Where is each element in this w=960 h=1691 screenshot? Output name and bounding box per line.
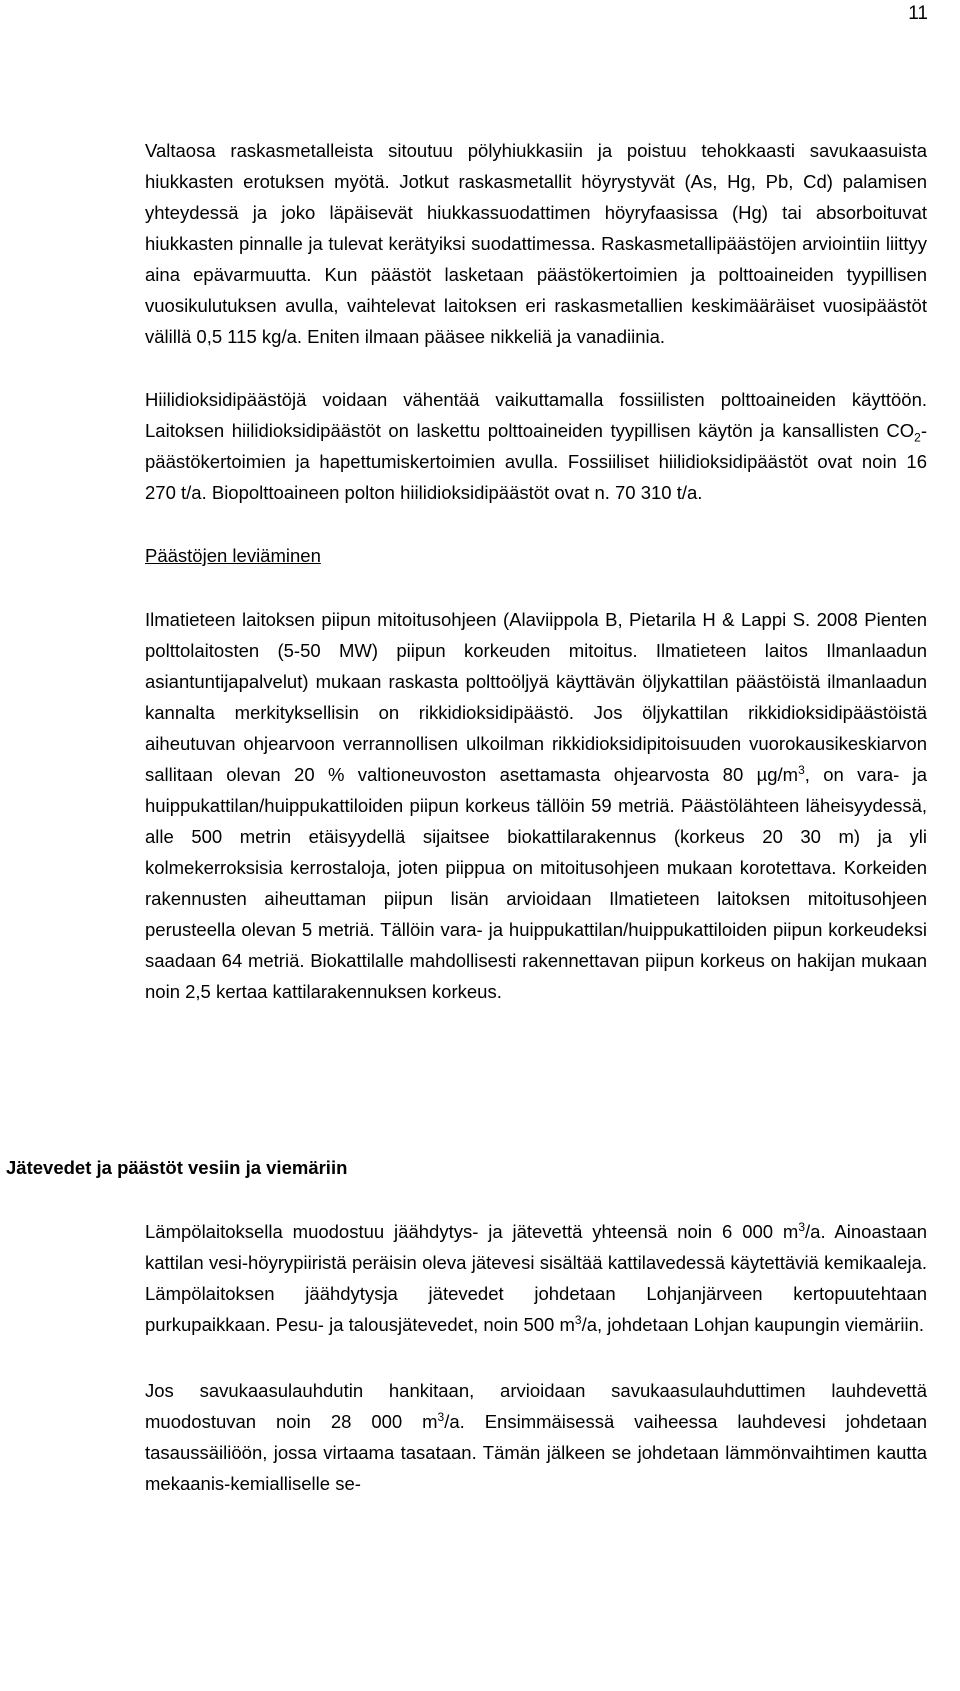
page-number: 11: [908, 3, 928, 24]
wastewater-content: [145, 1216, 927, 1499]
paragraph-heavy-metals: Valtaosa raskasmetalleista sitoutuu pölyhiukkasiin ja poistuu tehokkaasti savukaasuista hiukkasten erotuksen myötä. Jotkut raskasmetallit höyrystyvät (As, Hg, Pb, Cd) palamisen yhteydessä ja joko läpäisevät hiukkassuodattimen höyryfaasissa (Hg) tai absorboituvat hiukkasten pinnalle ja tulevat kerätyiksi suodattimessa. Raskasmetallipäästöjen arviointiin liittyy aina epävarmuutta. Kun päästöt lasketaan päästökertoimien ja polttoaineiden tyypillisen vuosikulutuksen avulla, vaihtelevat laitoksen eri raskasmetallien keskimääräiset vuosipäästöt välillä 0,5 115 kg/a. Eniten ilmaan pääsee nikkeliä ja vanadiinia.: [145, 140, 927, 347]
subheading-dispersion: Päästöjen leviäminen: [145, 545, 321, 566]
paragraph-condensate: Jos savukaasulauhdutin hankitaan, arvioidaan savukaasulauhduttimen lauhdevettä muodostuvan noin 28 000 $m^3/a$. Ensimmäisessä vaiheessa lauhdevesi johdetaan tasaussäiliöön, jossa virtaama tasataan. Tämän jälkeen se johdetaan lämmönvaihtimen kautta mekaanis-kemialliselle se-: [145, 1380, 927, 1494]
paragraph-carbon-dioxide: Hiilidioksidipäästöjä voidaan vähentää vaikuttamalla fossiilisten polttoaineiden käyttöön. Laitoksen hiilidioksidipäästöt on laskettu polttoaineiden tyypillisen käytön ja kansallisten $CO_2$-päästökertoimien ja hapettumiskertoimien avulla. Fossiiliset hiilidioksidipäästöt ovat noin 16 270 t/a. Biopolttoaineen polton hiilidioksidipäästöt ovat n. 70 310 t/a.: [145, 389, 927, 503]
paragraph-chimney-height: Ilmatieteen laitoksen piipun mitoitusohjeen (Alaviippola B, Pietarila H & Lappi S. 2008 Pienten polttolaitosten (5-50 MW) piipun korkeuden mitoitus. Ilmatieteen laitos Ilmanlaadun asiantuntijapalvelut) mukaan raskasta polttoöljyä käyttävän öljykattilan päästöistä ilmanlaadun kannalta merkityksellisin on rikkidioksidipäästö. Jos öljykattilan rikkidioksidipäästöistä aiheutuvan ohjearvoon verrannollisen ulkoilman rikkidioksidipitoisuuden vuorokausikeskiarvon sallitaan olevan 20 % valtioneuvoston asettamasta ohjearvosta 80 $\mu g/m^3$, on vara- ja huippukattilan/huippukattiloiden piipun korkeus tällöin 59 metriä. Päästölähteen läheisyydessä, alle 500 metrin etäisyydellä sijaitsee biokattilarakennus (korkeus 20 30 m) ja yli kolmekerroksisia kerrostaloja, joten piippua on mitoitusohjeen mukaan korotettava. Korkeiden rakennusten aiheuttaman piipun lisän arvioidaan Ilmatieteen laitoksen mitoitusohjeen perusteella olevan 5 metriä. Tällöin vara- ja huippukattilan/huippukattiloiden piipun korkeudeksi saadaan 64 metriä. Biokattilalle mahdollisesti rakennettavan piipun korkeus on hakijan mukaan noin 2,5 kertaa kattilarakennuksen korkeus.: [145, 609, 928, 1002]
section-heading-wastewater: Jätevedet ja päästöt vesiin ja viemäriin: [6, 1157, 348, 1178]
main-content: [145, 135, 927, 1007]
paragraph-wastewater-volumes: Lämpölaitoksella muodostuu jäähdytys- ja jätevettä yhteensä noin 6 000 $m^3/a$. Ainoastaan kattilan vesi-höyrypiiristä peräisin oleva jätevesi sisältää kattilavedessä käytettäviä kemikaaleja. Lämpölaitoksen jäähdytysja jätevedet johdetaan Lohjanjärveen kertopuutehtaan purkupaikkaan. Pesu- ja talousjätevedet, noin 500 $m^3/a$, johdetaan Lohjan kaupungin viemäriin.: [145, 1219, 927, 1335]
